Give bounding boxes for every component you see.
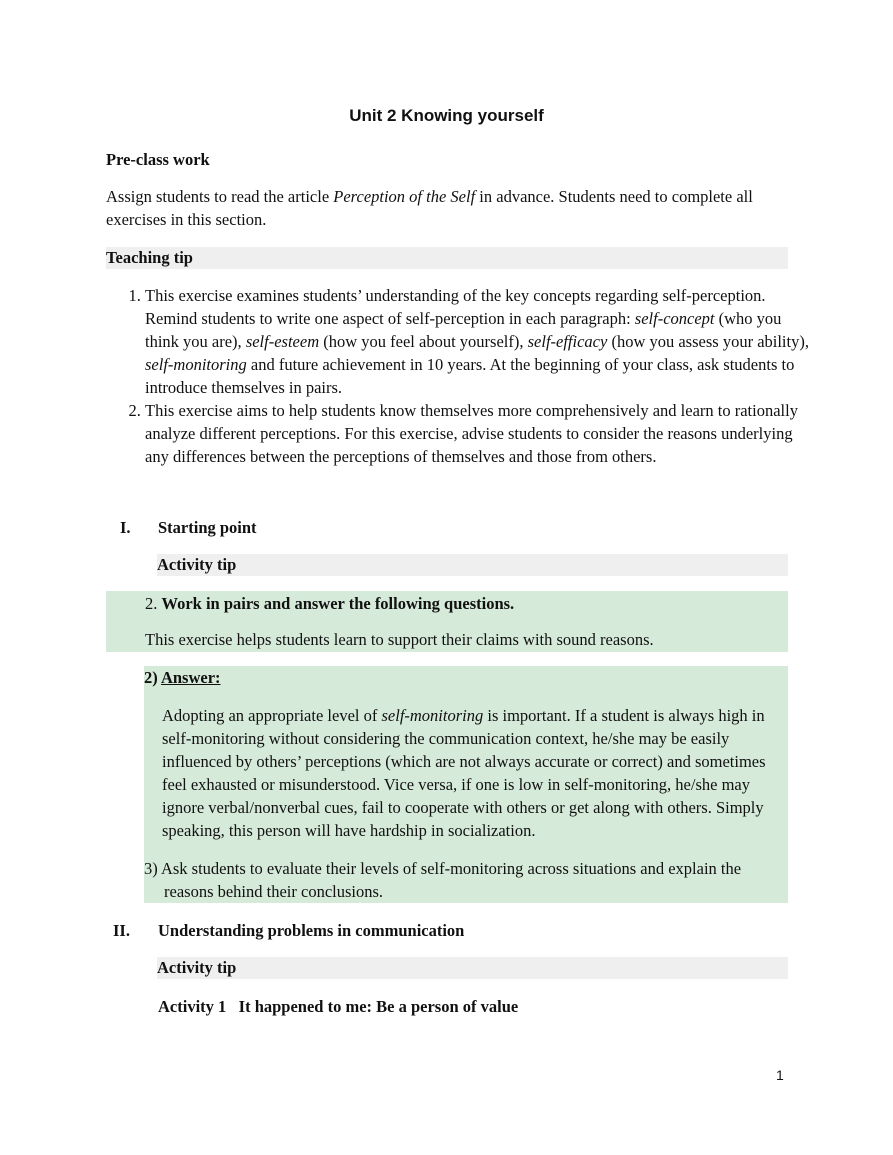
question-line: [145, 592, 514, 615]
activity-tip-bar-2: [157, 957, 788, 979]
question-number: 2.: [145, 594, 162, 613]
page-number: 1: [776, 1067, 784, 1083]
teaching-tip-label: Teaching tip: [106, 248, 193, 267]
step-3-line-1: 3) Ask students to evaluate their levels of self-monitoring across situations and explain the: [144, 859, 742, 878]
pre-class-heading: Pre-class work: [106, 150, 210, 169]
answer-number: 2): [144, 668, 161, 687]
step-3-paragraph: [144, 857, 784, 903]
section-2-number: II.: [113, 921, 130, 940]
activity-tip-bar-1: [157, 554, 788, 576]
term-self-monitoring: self-monitoring: [145, 355, 247, 374]
section-1-number: I.: [120, 518, 131, 537]
question-text: Work in pairs and answer the following questions.: [161, 594, 515, 613]
answer-paragraph: [162, 704, 786, 842]
term-self-efficacy: self-efficacy: [527, 332, 608, 351]
answer-text-1: Adopting an appropriate level of: [162, 706, 382, 725]
assign-text-before: Assign students to read the article: [106, 187, 334, 206]
assign-paragraph: [106, 185, 786, 231]
term-self-concept: self-concept: [634, 309, 715, 328]
question-note: This exercise helps students learn to support their claims with sound reasons.: [145, 630, 654, 649]
tip1-text-4: (how you assess your ability),: [607, 332, 809, 351]
teaching-tip-bar: [106, 247, 788, 269]
activity-1-heading: Activity 1 It happened to me: Be a person of value: [158, 997, 519, 1016]
question-box: [106, 591, 788, 652]
answer-label: Answer:: [160, 668, 221, 687]
answer-box: [144, 666, 788, 903]
section-2-title: Understanding problems in communication: [158, 921, 465, 940]
answer-text-2: is important. If a student is always high in self-monitoring without considering the communication context, he/she may be easily influenced by others’ perceptions (which are not always accurate or correct) and sometimes feel exhausted or misunderstood. Vice versa, if one is low in self-monitoring, he/she may ignore verbal/nonverbal cues, fail to cooperate with others or get along with others. Simply speaking, this person will have hardship in socialization.: [162, 706, 766, 840]
article-title: Perception of the Self: [333, 187, 476, 206]
tip1-text-2: (who you think you are),: [145, 309, 782, 351]
tip1-text-1: This exercise examines students’ understanding of the key concepts regarding self-perception. Remind students to write one aspect of self-perception in each paragraph:: [145, 286, 766, 328]
unit-title: Unit 2 Knowing yourself: [349, 106, 544, 125]
tip1-text-5: and future achievement in 10 years. At the beginning of your class, ask students to introduce themselves in pairs.: [145, 355, 795, 397]
section-1-title: Starting point: [158, 518, 257, 537]
teaching-tip-list: [106, 284, 815, 468]
teaching-tip-item-1: [145, 284, 815, 399]
tip1-text-3: (how you feel about yourself),: [319, 332, 528, 351]
assign-text-after: in advance. Students need to complete all exercises in this section.: [106, 187, 753, 229]
answer-term-self-monitoring: self-monitoring: [381, 706, 484, 725]
activity-tip-label-2: Activity tip: [157, 958, 237, 977]
term-self-esteem: self-esteem: [245, 332, 320, 351]
answer-heading: [144, 666, 221, 689]
teaching-tip-item-2: 2. This exercise aims to help students know themselves more comprehensively and learn to rationally analyze different perceptions. For this exercise, advise students to consider the reasons underlying any differences between the perceptions of themselves and those from others.: [145, 399, 815, 468]
step-3-line-2: reasons behind their conclusions.: [164, 882, 384, 901]
activity-tip-label-1: Activity tip: [157, 555, 237, 574]
